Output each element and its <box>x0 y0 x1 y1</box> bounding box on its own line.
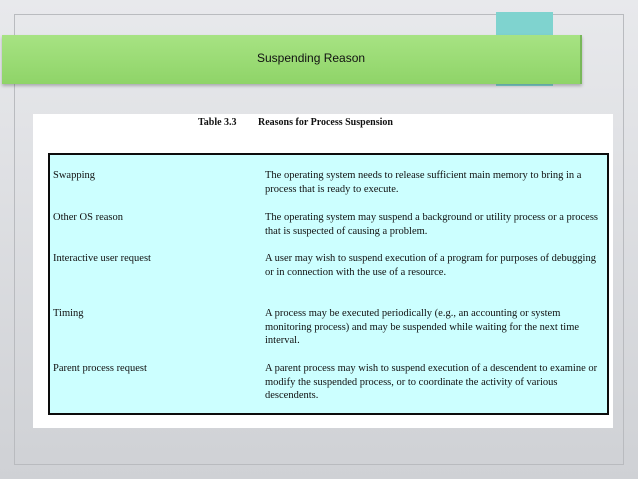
description-cell: A process may be executed periodically (e.g., an accounting or system monitoring process) and may be suspended while waiting for the next time interval. <box>265 308 580 346</box>
content-panel <box>33 114 613 428</box>
description-cell: The operating system needs to release sufficient main memory to bring in a process that is ready to execute. <box>265 170 582 195</box>
table-caption-title: Reasons for Process Suspension <box>258 117 393 128</box>
reason-cell: Parent process request <box>53 363 147 374</box>
reason-cell: Interactive user request <box>53 253 151 264</box>
table-caption-number: Table 3.3 <box>198 117 237 128</box>
title-banner <box>2 35 582 84</box>
table-caption <box>198 117 498 128</box>
reason-cell: Swapping <box>53 170 95 181</box>
reasons-table <box>48 153 609 415</box>
reason-cell: Other OS reason <box>53 212 123 223</box>
description-cell: A user may wish to suspend execution of a program for purposes of debugging or in connection with the use of a resource. <box>265 253 596 278</box>
description-cell: A parent process may wish to suspend execution of a descendent to examine or modify the suspended process, or to coordinate the activity of various descendents. <box>265 363 598 401</box>
description-cell: The operating system may suspend a background or utility process or a process that is suspected of causing a problem. <box>265 212 599 237</box>
slide-title: Suspending Reason <box>257 51 366 65</box>
reason-cell: Timing <box>53 308 84 319</box>
